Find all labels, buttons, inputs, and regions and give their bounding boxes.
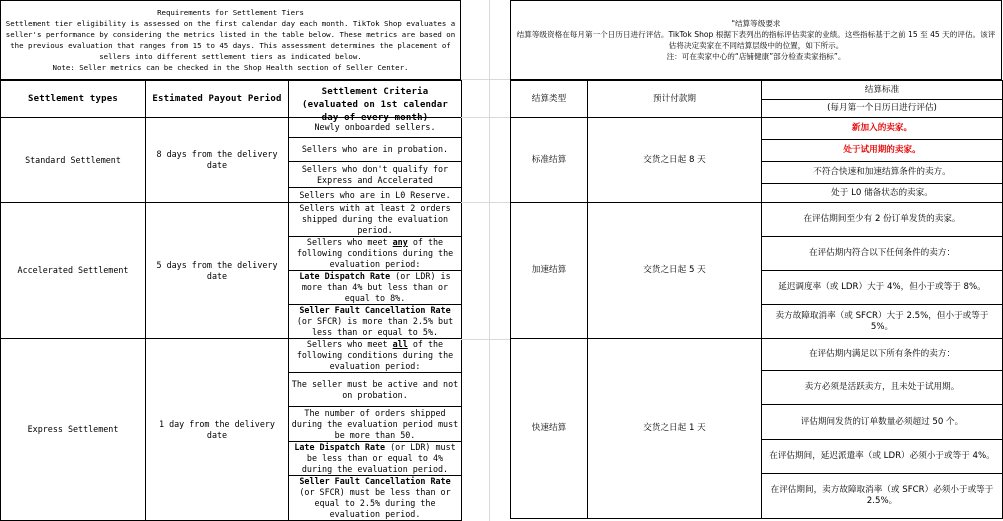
express-settlement-type-zh: 快速结算 bbox=[511, 339, 588, 519]
header-settlement-criteria-zh: 结算标准 bbox=[762, 81, 1003, 100]
standard-criteria-4: Sellers who are in L0 Reserve. bbox=[289, 188, 462, 203]
express-criteria-5-b: (or SFCR) must be less than or equal to 2.5% during the evaluation period. bbox=[299, 487, 451, 519]
header-estimated-payout: Estimated Payout Period bbox=[146, 81, 289, 118]
english-intro-cell bbox=[1, 1, 461, 80]
standard-criteria-3: Sellers who don't qualify for Express and Accelerated bbox=[289, 162, 462, 188]
accelerated-criteria-2-b: any bbox=[392, 237, 408, 247]
gridline bbox=[461, 202, 510, 203]
express-criteria-1-a: Sellers who meet bbox=[306, 339, 393, 349]
chinese-settlement-table bbox=[510, 80, 1003, 519]
accelerated-criteria-4 bbox=[289, 305, 462, 339]
chinese-intro-body: 结算等级资格在每月第一个日历日进行评估。TikTok Shop 根据下表列出的指标评估卖家的业绩。这些指标基于之前 15 至 45 天的评估。该评估将决定卖家在不同结算层级中的位置，如下所示。 bbox=[516, 30, 996, 50]
english-intro-title: Requirements for Settlement Tiers bbox=[157, 8, 304, 17]
standard-criteria-3-zh: 不符合快速和加速结算条件的卖方。 bbox=[762, 162, 1003, 184]
standard-criteria-2-zh: 处于试用期的卖家。 bbox=[762, 140, 1003, 162]
express-criteria-5-zh: 在评估期间，卖方故障取消率（或 SFCR）必须小于或等于 2.5%。 bbox=[762, 474, 1003, 519]
accelerated-settlement-payout-zh: 交货之日起 5 天 bbox=[588, 203, 762, 339]
express-settlement-payout-zh: 交货之日起 1 天 bbox=[588, 339, 762, 519]
accelerated-criteria-2 bbox=[289, 237, 462, 271]
express-settlement-type: Express Settlement bbox=[1, 339, 146, 521]
chinese-sheet bbox=[510, 0, 1002, 519]
standard-criteria-1: Newly onboarded sellers. bbox=[289, 118, 462, 138]
express-criteria-3-zh: 评估期间发货的订单数量必须超过 50 个。 bbox=[762, 405, 1003, 440]
chinese-intro-note: 注：可在卖家中心的“店铺健康”部分检查卖家指标”。 bbox=[666, 52, 846, 61]
english-settlement-table bbox=[0, 80, 462, 521]
accelerated-criteria-4-a: Seller Fault Cancellation Rate bbox=[299, 305, 451, 315]
express-criteria-4-a: Late Dispatch Rate bbox=[294, 442, 386, 452]
standard-settlement-payout-zh: 交货之日起 8 天 bbox=[588, 118, 762, 203]
express-criteria-1-b: all bbox=[392, 339, 408, 349]
header-criteria-subtitle-zh: (每月第一个日历日进行评估) bbox=[762, 100, 1003, 118]
accelerated-criteria-4-zh: 卖方故障取消率（或 SFCR）大于 2.5%，但小于或等于 5%。 bbox=[762, 305, 1003, 339]
english-sheet bbox=[0, 0, 461, 521]
express-criteria-5-a: Seller Fault Cancellation Rate bbox=[299, 476, 451, 486]
accelerated-criteria-3 bbox=[289, 271, 462, 305]
accelerated-settlement-type: Accelerated Settlement bbox=[1, 203, 146, 339]
accelerated-criteria-1: Sellers with at least 2 orders shipped during the evaluation period. bbox=[289, 203, 462, 237]
express-criteria-5 bbox=[289, 476, 462, 521]
express-criteria-4 bbox=[289, 442, 462, 476]
standard-settlement-type: Standard Settlement bbox=[1, 118, 146, 203]
express-criteria-1 bbox=[289, 339, 462, 373]
accelerated-settlement-payout: 5 days from the delivery date bbox=[146, 203, 289, 339]
accelerated-criteria-3-a: Late Dispatch Rate bbox=[299, 271, 391, 281]
header-estimated-payout-zh: 预计付款期 bbox=[588, 81, 762, 118]
express-criteria-4-zh: 在评估期间，延迟派遣率（或 LDR）必须小于或等于 4%。 bbox=[762, 440, 1003, 474]
english-intro-body: Settlement tier eligibility is assessed on the first calendar day each month. TikTok Shop evaluates a seller's performance by considering the metrics listed in the table below. These metrics are based on the previous evaluation that ranges from 15 to 45 days. This assessment determines the placement of sellers into different settlement tiers as indicated below. bbox=[5, 19, 456, 61]
header-settlement-criteria bbox=[289, 81, 462, 123]
express-settlement-payout: 1 day from the delivery date bbox=[146, 339, 289, 521]
gridline bbox=[461, 117, 510, 118]
standard-settlement-type-zh: 标准结算 bbox=[511, 118, 588, 203]
header-settlement-types: Settlement types bbox=[1, 81, 146, 118]
spreadsheet-gap-column bbox=[461, 0, 510, 521]
english-intro-note: Note: Seller metrics can be checked in the Shop Health section of Seller Center. bbox=[52, 63, 409, 72]
chinese-intro-cell bbox=[511, 1, 1002, 80]
accelerated-settlement-type-zh: 加速结算 bbox=[511, 203, 588, 339]
standard-criteria-2: Sellers who are in probation. bbox=[289, 138, 462, 162]
express-criteria-1-c: of the following conditions during the evaluation period: bbox=[296, 339, 454, 371]
header-criteria-title: Settlement Criteria bbox=[321, 87, 429, 97]
accelerated-criteria-2-c: of the following conditions during the evaluation period: bbox=[296, 237, 454, 269]
accelerated-criteria-3-zh: 延迟调度率（或 LDR）大于 4%，但小于或等于 8%。 bbox=[762, 271, 1003, 305]
chinese-intro-table bbox=[510, 0, 1002, 80]
accelerated-criteria-2-zh: 在评估期内符合以下任何条件的卖方： bbox=[762, 237, 1003, 271]
standard-criteria-1-zh: 新加入的卖家。 bbox=[762, 118, 1003, 140]
standard-settlement-payout: 8 days from the delivery date bbox=[146, 118, 289, 203]
header-criteria-subtitle: (evaluated on 1st calendar day of every month) bbox=[301, 100, 449, 123]
english-intro-table bbox=[0, 0, 461, 80]
gridline bbox=[461, 339, 510, 340]
express-criteria-2-zh: 卖方必须是活跃卖方，且未处于试用期。 bbox=[762, 371, 1003, 405]
express-criteria-3: The number of orders shipped during the evaluation period must be more than 50. bbox=[289, 407, 462, 442]
express-criteria-2: The seller must be active and not on probation. bbox=[289, 373, 462, 407]
chinese-intro-title: "结算等级要求 bbox=[731, 19, 781, 28]
express-criteria-4-b: (or LDR) must be less than or equal to 4% during the evaluation period. bbox=[301, 442, 456, 474]
gridline bbox=[461, 79, 510, 80]
accelerated-criteria-2-a: Sellers who meet bbox=[306, 237, 393, 247]
header-settlement-types-zh: 结算类型 bbox=[511, 81, 588, 118]
express-criteria-1-zh: 在评估期内满足以下所有条件的卖方： bbox=[762, 339, 1003, 371]
accelerated-criteria-3-b: (or LDR) is more than 4% but less than or equal to 8%. bbox=[301, 271, 451, 303]
accelerated-criteria-1-zh: 在评估期间至少有 2 份订单发货的卖家。 bbox=[762, 203, 1003, 237]
standard-criteria-4-zh: 处于 L0 储备状态的卖家。 bbox=[762, 184, 1003, 203]
accelerated-criteria-4-b: (or SFCR) is more than 2.5% but less than or equal to 5%. bbox=[296, 316, 454, 337]
